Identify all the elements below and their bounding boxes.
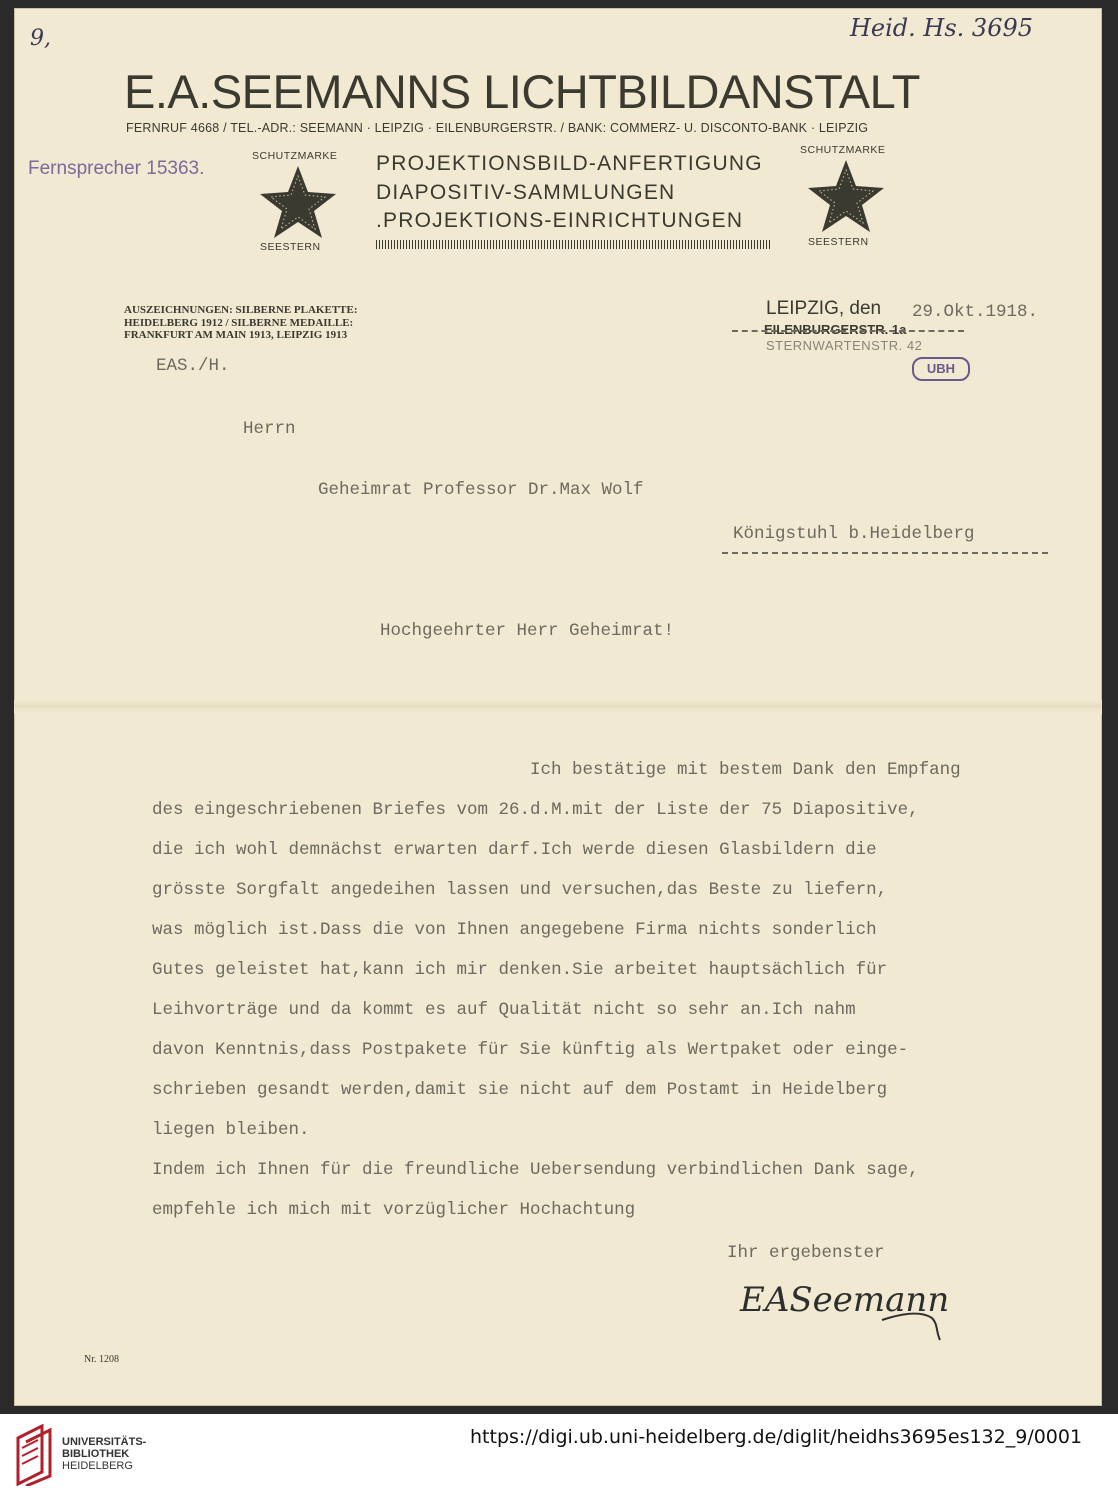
- body-line: Gutes geleistet hat,kann ich mir denken.Sie arbeitet hauptsächlich für: [152, 960, 888, 980]
- body-line: Leihvorträge und da kommt es auf Qualität nicht so sehr an.Ich nahm: [152, 1000, 856, 1020]
- trademark-label-right: SCHUTZMARKE: [800, 144, 886, 156]
- library-logo-icon: [12, 1424, 56, 1486]
- archive-signature: Heid. Hs. 3695: [850, 14, 1034, 42]
- trademark-name-left: SEESTERN: [260, 241, 321, 253]
- recipient-name: Geheimrat Professor Dr.Max Wolf: [318, 480, 644, 500]
- viewer-footer: [0, 1414, 1118, 1495]
- letter-date: 29.Okt.1918.: [912, 302, 1039, 322]
- handwritten-signature: EASeemann: [740, 1280, 950, 1320]
- body-line: was möglich ist.Dass die von Ihnen angegebene Firma nichts sonderlich: [152, 920, 877, 940]
- award-line: HEIDELBERG 1912 / SILBERNE MEDAILLE:: [124, 316, 354, 329]
- location-underline: [722, 552, 1048, 554]
- service-item: .PROJEKTIONS-EINRICHTUNGEN: [376, 209, 744, 232]
- old-address: EILENBURGERSTR. 1a: [764, 322, 907, 337]
- ubh-stamp: UBH: [912, 357, 970, 381]
- award-line: AUSZEICHNUNGEN: SILBERNE PLAKETTE:: [124, 304, 358, 316]
- body-line: Ich bestätige mit bestem Dank den Empfang: [530, 760, 961, 780]
- body-line: davon Kenntnis,dass Postpakete für Sie künftig als Wertpaket oder einge-: [152, 1040, 909, 1060]
- recipient-location: Königstuhl b.Heidelberg: [733, 524, 975, 544]
- starfish-logo-right: [806, 158, 886, 234]
- greeting: Hochgeehrter Herr Geheimrat!: [380, 621, 675, 641]
- form-number: Nr. 1208: [84, 1354, 119, 1365]
- paper-fold: [14, 700, 1102, 714]
- services-list: [376, 150, 763, 236]
- permalink-url[interactable]: https://digi.ub.uni-heidelberg.de/diglit/heidhs3695es132_9/0001: [470, 1426, 1083, 1448]
- body-line: die ich wohl demnächst erwarten darf.Ich werde diesen Glasbildern die: [152, 840, 877, 860]
- body-line: grösste Sorgfalt angedeihen lassen und versuchen,das Beste zu liefern,: [152, 880, 888, 900]
- phone-stamp: Fernsprecher 15363.: [28, 158, 205, 179]
- page-number: 9,: [30, 26, 51, 51]
- body-line: schrieben gesandt werden,damit sie nicht auf dem Postamt in Heidelberg: [152, 1080, 888, 1100]
- starfish-logo-left: [258, 164, 338, 240]
- company-name: E.A.SEEMANNS LICHTBILDANSTALT: [124, 65, 920, 118]
- service-item: PROJEKTIONSBILD-ANFERTIGUNG: [376, 152, 763, 175]
- place-label: LEIPZIG, den: [766, 298, 882, 319]
- body-line: liegen bleiben.: [152, 1120, 310, 1140]
- award-line: FRANKFURT AM MAIN 1913, LEIPZIG 1913: [124, 329, 348, 341]
- closing: Ihr ergebenster: [727, 1243, 885, 1263]
- service-item: DIAPOSITIV-SAMMLUNGEN: [376, 180, 676, 204]
- awards-block: [124, 304, 358, 342]
- signature-flourish: [880, 1300, 950, 1344]
- trademark-label-left: SCHUTZMARKE: [252, 150, 338, 162]
- reference-code: EAS./H.: [156, 356, 230, 376]
- trademark-name-right: SEESTERN: [808, 236, 869, 248]
- contact-line: FERNRUF 4668 / TEL.-ADR.: SEEMANN · LEIPZIG · EILENBURGERSTR. / BANK: COMMERZ- U. DISCONTO-BANK · LEIPZIG: [126, 121, 869, 135]
- new-address-stamp: STERNWARTENSTR. 42: [766, 338, 923, 353]
- library-name: UNIVERSITÄTS- BIBLIOTHEK HEIDELBERG: [62, 1436, 147, 1472]
- salutation-to: Herrn: [243, 419, 296, 439]
- body-line: des eingeschriebenen Briefes vom 26.d.M.mit der Liste der 75 Diapositive,: [152, 800, 919, 820]
- decorative-rule: [376, 240, 772, 249]
- address-strikeout: [732, 330, 964, 332]
- body-line: empfehle ich mich mit vorzüglicher Hochachtung: [152, 1200, 636, 1220]
- body-line: Indem ich Ihnen für die freundliche Uebersendung verbindlichen Dank sage,: [152, 1160, 919, 1180]
